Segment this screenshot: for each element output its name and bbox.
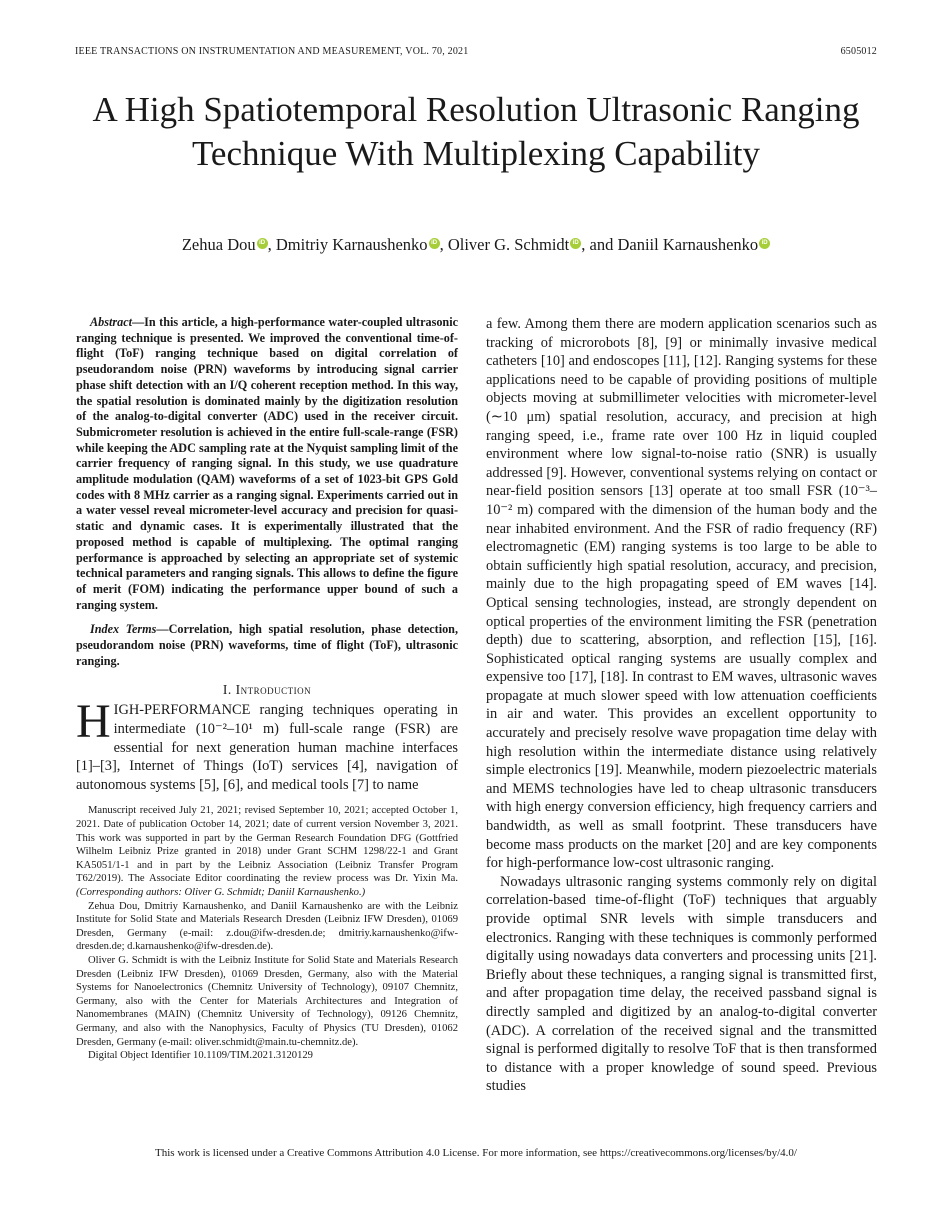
section-title: Introduction	[235, 682, 312, 698]
journal-name: IEEE TRANSACTIONS ON INSTRUMENTATION AND MEASUREMENT, VOL. 70, 2021	[75, 46, 469, 57]
footnote-affiliation: Oliver G. Schmidt is with the Leibniz Institute for Solid State and Materials Research Dresden (Leibniz IFW Dresden), 01069 Dresden, Germany, also with the Material Systems for Nanoelectronics (Chemnitz University of Technology), 09107 Chemnitz, Germany, also with the Center for Materials Architectures and Integration of Nanomembranes (MAIN) (Chemnitz University of Technology), 09126 Chemnitz, Germany, and also with the Nanophysics, Faculty of Physics (TU Dresden), 01062 Dresden, Germany (e-mail: oliver.schmidt@main.tu-chemnitz.de).	[76, 954, 458, 1048]
orcid-icon[interactable]: iD	[429, 238, 440, 249]
footnote-received-text: Manuscript received July 21, 2021; revised September 10, 2021; accepted October 1, 2021. Date of publication October 14, 2021; date of current version November 3, 2021. This work was supported in part by the German Research Foundation DFG (Gottfried Wilhelm Leibniz Prize granted in 2018) under Grant SCHM 1298/22-1 and Grant KA5051/1-1 and in part by the Leibniz Association (Leibniz Transfer Program T62/2019). The Associate Editor coordinating the review process was Dr. Yixin Ma.	[76, 805, 458, 885]
author-separator: ,	[267, 235, 276, 254]
intro-paragraph	[76, 695, 458, 794]
left-column	[76, 315, 458, 1063]
author-list	[60, 235, 892, 255]
page-number: 6505012	[840, 46, 877, 57]
abstract-label: Abstract	[90, 315, 132, 329]
author-name: Daniil Karnaushenko	[617, 235, 759, 254]
author-separator: , and	[581, 235, 618, 254]
author-name: Zehua Dou	[181, 235, 256, 254]
orcid-icon[interactable]: iD	[257, 238, 268, 249]
footnote-received	[76, 804, 458, 899]
index-terms	[76, 622, 458, 669]
license-notice: This work is licensed under a Creative Commons Attribution 4.0 License. For more information, see https://creativecommons.org/licenses/by/4.0/	[155, 1147, 797, 1159]
footnote-doi: Digital Object Identifier 10.1109/TIM.2021.3120129	[88, 1050, 313, 1062]
drop-cap: H	[76, 695, 111, 749]
body-paragraph: Nowadays ultrasonic ranging systems commonly rely on digital correlation-based time-of-flight (ToF) techniques that arguably provide optimal SNR levels with simple transducers and electronics. Ranging with these techniques is commonly performed digitally using nowadays data converters and processing units [21]. Briefly about these techniques, a ranging signal is transmitted first, and after propagation time delay, the received passband signal is directly sampled and digitized by an analog-to-digital converter (ADC). A correlation of the received signal and the transmitted signal is performed digitally to resolve ToF that is then transformed to distance with a proper knowledge of sound speed. Previous studies	[486, 873, 877, 1095]
footnote-affiliation: Zehua Dou, Dmitriy Karnaushenko, and Daniil Karnaushenko are with the Leibniz Institute for Solid State and Materials Research Dresden (Leibniz IFW Dresden), 01069 Dresden, Germany (e-mail: z.dou@ifw-dresden.de; dmitriy.karnaushenko@ifw-dresden.de; d.karnaushenko@ifw-dresden.de).	[76, 900, 458, 953]
paper-title: A High Spatiotemporal Resolution Ultrasonic Ranging Technique With Multiplexing Capability	[92, 90, 860, 173]
author-separator: ,	[439, 235, 448, 254]
right-column	[486, 315, 877, 1096]
index-terms-dash: —	[156, 622, 169, 637]
intro-text: IGH-PERFORMANCE ranging techniques operating in intermediate (10⁻²–10¹ m) full-scale range (FSR) are essential for next generation human machine interfaces [1]–[3], Internet of Things (IoT) services [4], navigation of autonomous systems [5], [6], and medical tools [7] to name	[76, 702, 458, 793]
abstract	[76, 315, 458, 613]
section-heading	[76, 682, 458, 698]
section-number: I.	[222, 682, 236, 698]
orcid-icon[interactable]: iD	[759, 238, 770, 249]
author-name: Oliver G. Schmidt	[447, 235, 570, 254]
abstract-text: In this article, a high-performance water-coupled ultrasonic ranging technique is presented. We improved the conventional time-of-flight (ToF) ranging technique based on digital correlation of pseudorandom noise (PRN) waveforms by introducing signal carrier phase shift detection with an I/Q coherent reception method. In this way, the spatial resolution is dominated mainly by the digitization resolution of the analog-to-digital converter (ADC) used in the receiver circuit. Submicrometer resolution is achieved in the entire full-scale-range (FSR) while keeping the ADC sampling rate at the Nyquist sampling limit of the carrier frequency of ranging signal. In this study, we use quadrature amplitude modulation (QAM) waveforms of a set of 1023-bit GPS Gold codes with 8 MHz carrier as a ranging signal. Experiments carried out in a water vessel reveal micrometer-level accuracy and precision for quasi-static and dynamic cases. It is experimentally illustrated that the proposed method is capable of multiplexing. The optimal ranging performance is approached by selecting an appropriate set of systemic technical parameters and ranging signals. This allows to define the figure of merit (FOM) indicating the performance upper bound of such a ranging system.	[76, 315, 458, 612]
index-terms-label: Index Terms	[90, 622, 157, 637]
orcid-icon[interactable]: iD	[570, 238, 581, 249]
index-terms-text: Correlation, high spatial resolution, phase detection, pseudorandom noise (PRN) waveforms, time of flight (ToF), ultrasonic ranging.	[76, 622, 458, 668]
body-paragraph: a few. Among them there are modern application scenarios such as tracking of microrobots [8], [9] or minimally invasive medical catheters [10] and endoscopes [11], [12]. Ranging systems for these applications need to be capable of providing positions of multiple objects moving at submillimeter velocities with micrometer-level (∼10 μm) spatial resolution, accuracy, and precision at high ranging speed, i.e., frame rate over 100 Hz in liquid coupled environment where low signal-to-noise ratio (SNR) is usually addressed [9]. However, conventional systems relying on contact or near-field position sensors [13] operate at too small FSR (10⁻³–10⁻² m) compared with the dimension of the human body and the near inhabited environment. And the FSR of radio frequency (RF) electromagnetic (EM) ranging systems is too large to be able to obtain sufficiently high spatial resolution, accuracy, and precision, mainly due to the high propagating speed of EM waves [14]. Optical sensing technologies, instead, are strongly dependent on optical properties of the environment limiting the FSR (penetration depth) due to scattering, absorption, and reflection [15], [16]. Sophisticated optical ranging systems are usually complex and expensive too [17], [18]. In contrast to EM waves, ultrasonic waves propagate at much slower speed with low attenuation coefficients in air and water. This provides an excellent opportunity to accurately and precisely resolve wave propagation time delay with high resolution within the intermediate distance using relatively simple electronics [19]. Meanwhile, modern piezoelectric materials and MEMS technologies have led to cheap ultrasonic transducers with high energy conversion efficiency, high frequency carriers and bandwidth, as well as small footprint. These transducers have become mass products on the market [20] and are key components for high-performance low-cost ultrasonic ranging.	[486, 316, 877, 872]
author-name: Dmitriy Karnaushenko	[275, 235, 428, 254]
corresponding-authors: (Corresponding authors: Oliver G. Schmidt; Daniil Karnaushenko.)	[76, 887, 366, 898]
footnotes	[76, 804, 458, 1062]
abstract-dash: —	[131, 315, 145, 329]
